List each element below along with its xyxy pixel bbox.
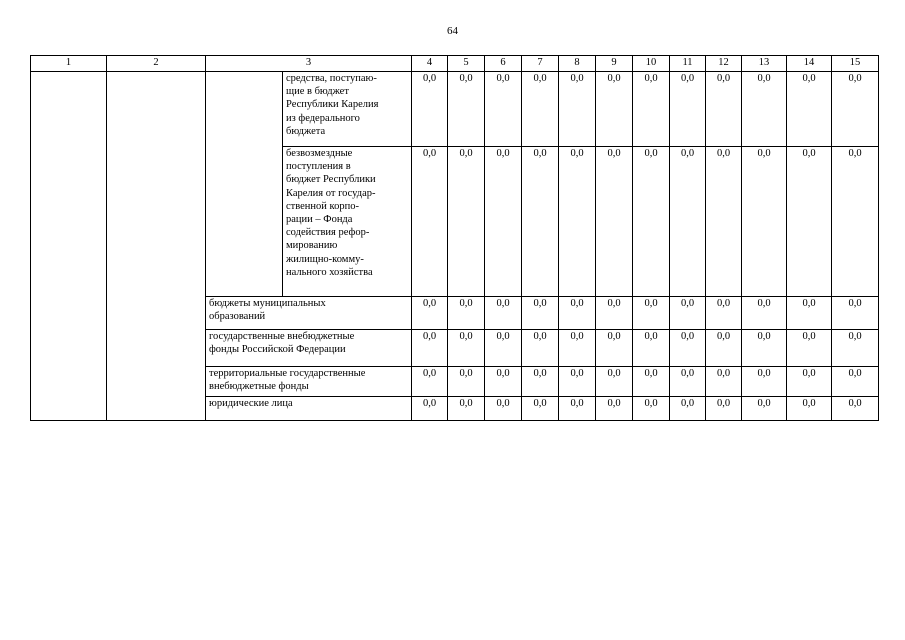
table-cell: 0,0 [522,397,559,421]
table-cell: 0,0 [670,367,706,397]
table-cell: 0,0 [670,147,706,297]
table-cell: 0,0 [596,367,633,397]
table-cell: 0,0 [787,397,832,421]
table-cell: 0,0 [596,330,633,367]
table-cell: 0,0 [412,72,448,147]
table-cell: 0,0 [670,397,706,421]
column-header: 1 [31,56,107,72]
table-cell: 0,0 [633,367,670,397]
empty-cell-col1 [31,72,107,421]
row-label: юридические лица [206,397,412,421]
column-header: 4 [412,56,448,72]
column-header: 8 [559,56,596,72]
column-header: 15 [832,56,879,72]
data-table [30,55,879,421]
table-cell: 0,0 [522,297,559,330]
table-cell: 0,0 [596,72,633,147]
table-cell: 0,0 [559,367,596,397]
table-cell: 0,0 [742,367,787,397]
table-cell: 0,0 [832,72,879,147]
table-cell: 0,0 [559,72,596,147]
column-header: 13 [742,56,787,72]
table-cell: 0,0 [412,367,448,397]
table-cell: 0,0 [670,330,706,367]
table-cell: 0,0 [787,147,832,297]
column-header: 11 [670,56,706,72]
table-cell: 0,0 [832,367,879,397]
column-header: 5 [448,56,485,72]
row-label: государственные внебюджетные фонды Российской Федерации [206,330,412,367]
table-cell: 0,0 [559,330,596,367]
page-number: 64 [447,25,458,37]
table-cell: 0,0 [596,147,633,297]
table-cell: 0,0 [522,330,559,367]
table-cell: 0,0 [706,397,742,421]
column-header: 14 [787,56,832,72]
table-cell: 0,0 [670,72,706,147]
column-header: 10 [633,56,670,72]
table-cell: 0,0 [787,330,832,367]
table-cell: 0,0 [596,397,633,421]
table-cell: 0,0 [485,147,522,297]
table-cell: 0,0 [448,367,485,397]
table-cell: 0,0 [485,397,522,421]
table-cell: 0,0 [522,147,559,297]
table-cell: 0,0 [522,72,559,147]
table-cell: 0,0 [787,72,832,147]
table-cell: 0,0 [448,147,485,297]
row-label: безвозмездные поступления в бюджет Республики Карелия от государ- ственной корпо- рации – Фонда содействия рефор- мированию жилищно-комму- нального хозяйства [283,147,412,297]
table-cell: 0,0 [559,297,596,330]
row-label: бюджеты муниципальных образований [206,297,412,330]
table-cell: 0,0 [633,72,670,147]
empty-cell-col3 [206,72,283,297]
table-cell: 0,0 [742,330,787,367]
table-cell: 0,0 [832,297,879,330]
column-header: 12 [706,56,742,72]
table-cell: 0,0 [559,397,596,421]
table-cell: 0,0 [485,367,522,397]
row-label: территориальные государственные внебюджетные фонды [206,367,412,397]
table-cell: 0,0 [448,330,485,367]
table-row [31,72,879,147]
table-cell: 0,0 [670,297,706,330]
table-cell: 0,0 [485,330,522,367]
table-cell: 0,0 [485,297,522,330]
table-cell: 0,0 [787,367,832,397]
table-cell: 0,0 [706,147,742,297]
table-cell: 0,0 [633,147,670,297]
table-cell: 0,0 [633,397,670,421]
table-cell: 0,0 [412,297,448,330]
table-cell: 0,0 [706,367,742,397]
header-row [31,56,879,72]
table-cell: 0,0 [742,297,787,330]
table-cell: 0,0 [706,72,742,147]
table-cell: 0,0 [706,297,742,330]
table-cell: 0,0 [742,72,787,147]
table-cell: 0,0 [832,147,879,297]
table-cell: 0,0 [448,72,485,147]
table-cell: 0,0 [412,147,448,297]
table-cell: 0,0 [832,397,879,421]
column-header: 9 [596,56,633,72]
row-label: средства, поступаю- щие в бюджет Республики Карелия из федерального бюджета [283,72,412,147]
table-cell: 0,0 [412,397,448,421]
table-cell: 0,0 [596,297,633,330]
table-cell: 0,0 [522,367,559,397]
table-cell: 0,0 [742,147,787,297]
table-cell: 0,0 [485,72,522,147]
column-header: 2 [107,56,206,72]
column-header: 3 [206,56,412,72]
empty-cell-col2 [107,72,206,421]
table-cell: 0,0 [787,297,832,330]
table-cell: 0,0 [633,330,670,367]
table-cell: 0,0 [448,297,485,330]
table-cell: 0,0 [559,147,596,297]
table-cell: 0,0 [448,397,485,421]
table-cell: 0,0 [832,330,879,367]
column-header: 7 [522,56,559,72]
table-cell: 0,0 [412,330,448,367]
table-cell: 0,0 [706,330,742,367]
column-header: 6 [485,56,522,72]
table-cell: 0,0 [742,397,787,421]
table-cell: 0,0 [633,297,670,330]
